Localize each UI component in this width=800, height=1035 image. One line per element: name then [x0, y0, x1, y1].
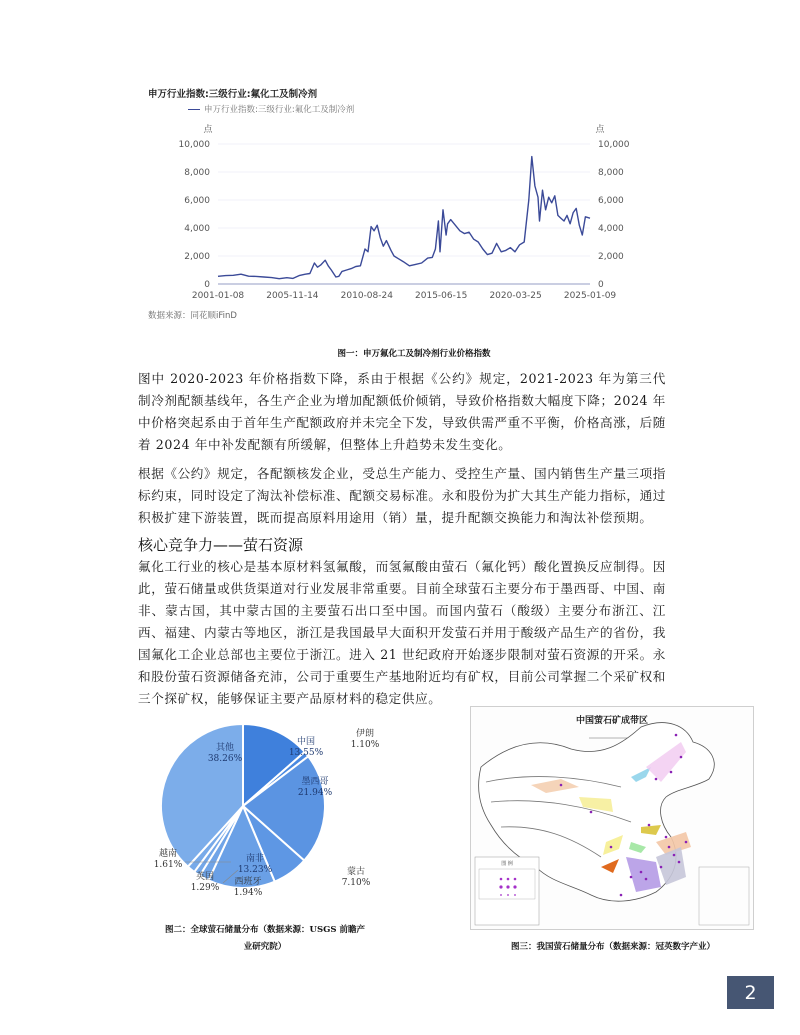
y-tick-label-left: 8,000 — [184, 168, 210, 178]
pie-label-value: 1.61% — [153, 860, 183, 870]
pie-label-name: 中国 — [296, 737, 316, 747]
pie-label-value: 38.26% — [207, 754, 243, 764]
y-unit-right: 点 — [595, 125, 605, 135]
x-tick-label: 2020-03-25 — [489, 291, 542, 301]
page-number: 2 — [727, 976, 774, 1009]
y-tick-label-left: 10,000 — [178, 140, 210, 150]
y-tick-label-left: 2,000 — [184, 252, 210, 262]
pie-label-value: 1.10% — [350, 740, 380, 750]
y-tick-label-right: 0 — [598, 280, 604, 290]
pie-label-name: 墨西哥 — [301, 777, 329, 787]
y-tick-label-right: 2,000 — [598, 252, 624, 262]
map-svg — [471, 707, 753, 929]
series-line — [218, 157, 590, 279]
line-chart-svg — [140, 112, 640, 302]
x-tick-label: 2010-08-24 — [340, 291, 393, 301]
y-tick-label-right: 10,000 — [598, 140, 630, 150]
y-unit-left: 点 — [203, 125, 213, 135]
pie-label-value: 1.29% — [190, 883, 220, 893]
pie-chart-svg — [140, 718, 380, 908]
legend-label: 申万行业指数:三级行业:氟化工及制冷剂 — [204, 105, 355, 115]
map-legend-title: 图 例 — [501, 861, 513, 867]
section-heading: 核心竞争力——萤石资源 — [138, 536, 304, 554]
pie-label-value: 7.10% — [341, 878, 371, 888]
figure2-caption-line2: 业研究院） — [243, 942, 287, 952]
y-tick-label-left: 6,000 — [184, 196, 210, 206]
figure1-caption: 图一：申万氟化工及制冷剂行业价格指数 — [337, 349, 491, 359]
pie-label-name: 英国 — [195, 872, 215, 882]
paragraph-price-analysis: 图中 2020-2023 年价格指数下降，系由于根据《公约》规定，2021-2023 年为第三代制冷剂配额基线年，各生产企业为增加配额低价倾销，导致价格指数大幅度下降；2024 年中价格突起系由于首年生产配额政府并未完全下发，导致供需严重不平衡，价格高涨，后随着 2024 年中补发配额有所缓解，但整体上升趋势未发生变化。 — [138, 371, 666, 452]
chart-source: 数据来源：同花顺iFinD — [148, 311, 237, 321]
x-tick-label: 2025-01-09 — [563, 291, 617, 301]
x-tick-label: 2005-11-14 — [266, 291, 319, 301]
chart-title: 申万行业指数:三级行业:氟化工及制冷剂 — [148, 89, 318, 100]
map-title: 中国萤石矿成带区 — [575, 716, 649, 726]
pie-label-name: 南非 — [245, 854, 265, 864]
y-tick-label-left: 4,000 — [184, 224, 210, 234]
figure2-caption-line1: 图二：全球萤石储量分布（数据来源：USGS 前瞻产 — [165, 925, 365, 935]
south-sea-inset — [699, 867, 749, 925]
y-tick-label-right: 4,000 — [598, 224, 624, 234]
pie-label-value: 21.94% — [297, 788, 333, 798]
x-tick-label: 2015-06-15 — [415, 291, 468, 301]
figure3-caption: 图三：我国萤石储量分布（数据来源：冠英数字产业） — [510, 942, 715, 952]
pie-label-value: 13.55% — [288, 748, 324, 758]
x-tick-label: 2001-01-08 — [191, 291, 245, 301]
y-tick-label-right: 6,000 — [598, 196, 624, 206]
legend-swatch — [188, 109, 200, 110]
pie-label-name: 伊朗 — [355, 729, 375, 739]
pie-label-name: 蒙古 — [346, 867, 366, 877]
pie-label-value: 1.94% — [233, 888, 263, 898]
price-index-chart — [140, 82, 640, 322]
y-tick-label-right: 8,000 — [598, 168, 624, 178]
fluorite-pie-figure — [140, 718, 380, 908]
y-tick-label-left: 0 — [204, 280, 210, 290]
pie-label-value: 13.23% — [237, 865, 273, 875]
paragraph-quota-rules: 根据《公约》规定，各配额核发企业，受总生产能力、受控生产量、国内销售生产量三项指标约束，同时设定了淘汰补偿标准、配额交易标准。永和股份为扩大其生产能力指标，通过积极扩建下游装置，既而提高原料用途用（销）量，提升配额交换能力和淘汰补偿预期。 — [138, 466, 666, 525]
paragraph-fluorite: 氟化工行业的核心是基本原材料氢氟酸，而氢氟酸由萤石（氟化钙）酸化置换反应制得。因此，萤石储量或供货渠道对行业发展非常重要。目前全球萤石主要分布于墨西哥、中国、南非、蒙古国，其中蒙古国的主要萤石出口至中国。而国内萤石（酸级）主要分布浙江、江西、福建、内蒙古等地区，浙江是我国最早大面积开发萤石并用于酸级产品生产的省份，我国氟化工企业总部也主要位于浙江。进入 21 世纪政府开始逐步限制对萤石资源的开采。永和股份萤石资源储备充沛，公司于重要生产基地附近均有矿权，目前公司掌握二个采矿权和三个探矿权，能够保证主要产品原材料的稳定供应。 — [138, 559, 666, 706]
pie-label-name: 西班牙 — [234, 877, 262, 887]
china-fluorite-map — [470, 706, 754, 930]
pie-label-name: 其他 — [215, 743, 235, 753]
map-legend-box — [475, 857, 539, 925]
figure2-caption — [140, 922, 390, 956]
pie-label-name: 越南 — [158, 849, 178, 859]
